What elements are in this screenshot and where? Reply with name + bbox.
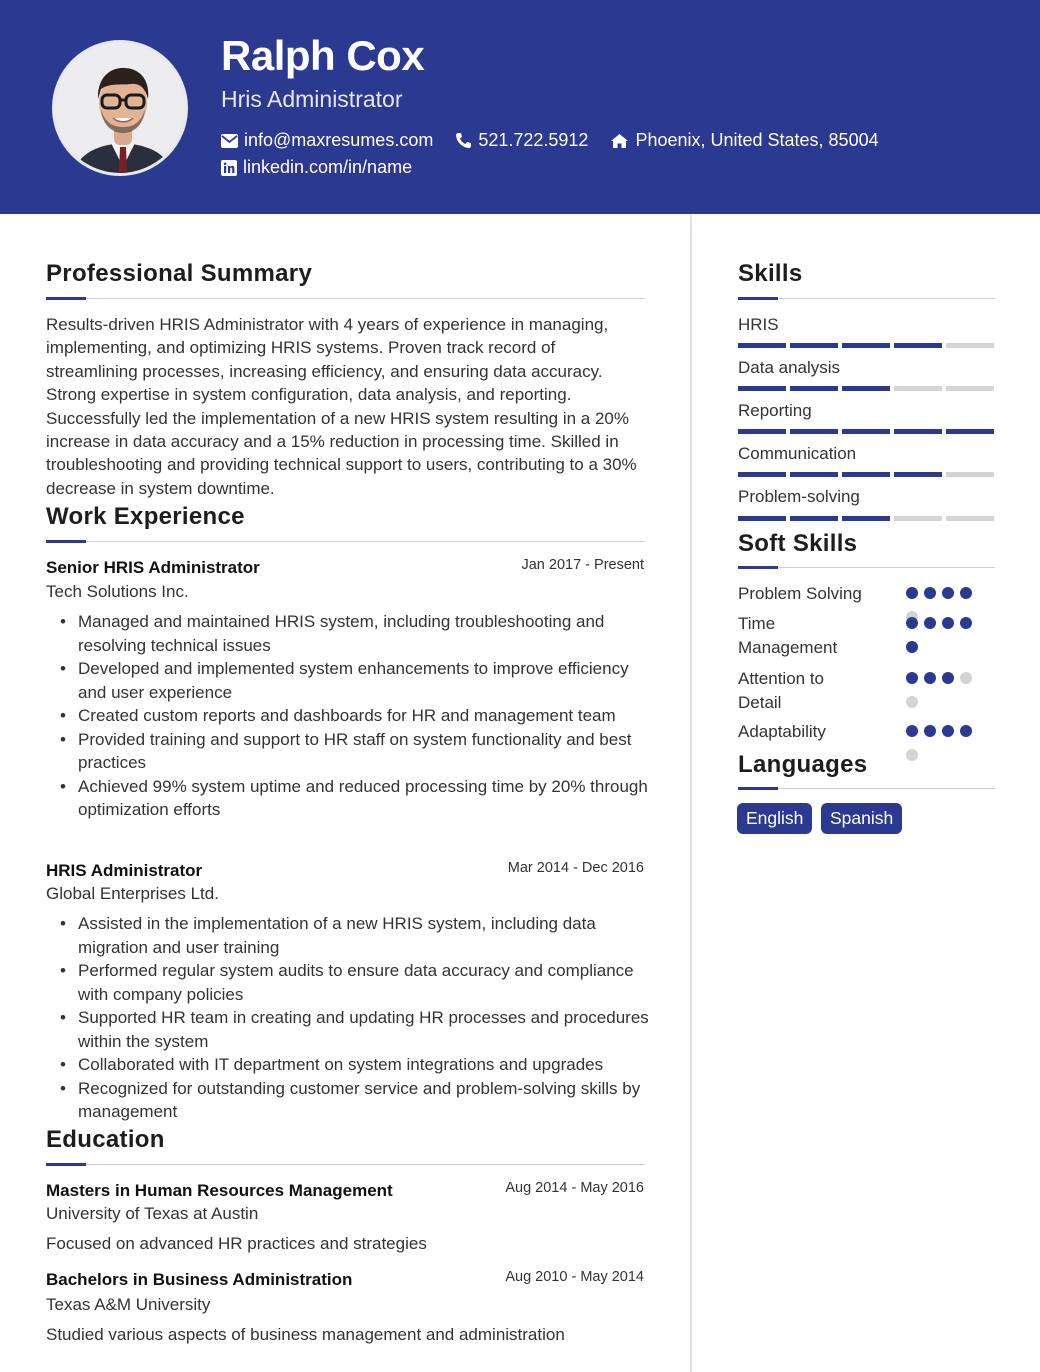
summary-text: Results-driven HRIS Administrator with 4 years of experience in managing, implementing, and optimizing HRIS systems. Proven track record of streamlining processes, increasing efficiency, and ensuring data accuracy. Strong expertise in system configuration, data analysis, and reporting. Successfully led the implementation of a new HRIS system resulting in a 20% increase in data accuracy and a 15% reduction in processing time. Skilled in troubleshooting and providing technical support to users, contributing to a 30% decrease in system downtime.: [46, 315, 637, 498]
degree-description: Focused on advanced HR practices and strategies: [46, 1234, 427, 1253]
skill-bar-segment: [946, 386, 994, 391]
rating-dot: [942, 617, 954, 629]
skill-bar-segment: [738, 429, 786, 434]
skill-bar-segment: [738, 343, 786, 348]
soft-skills-rule: [738, 567, 995, 568]
skill-name: Communication: [738, 444, 857, 463]
job-date: Mar 2014 - Dec 2016: [507, 860, 644, 876]
languages-heading: Languages: [738, 751, 868, 778]
list-item: • Created custom reports and dashboards for HR and management team: [60, 704, 650, 728]
list-item: • Collaborated with IT department on system integrations and upgrades: [60, 1053, 650, 1077]
list-item: • Performed regular system audits to ensure data accuracy and compliance with company policies: [60, 959, 650, 1006]
contact-phone[interactable]: [455, 130, 588, 151]
soft-skills-heading: Soft Skills: [738, 530, 858, 557]
rating-dot: [960, 672, 972, 684]
degree-title: Masters in Human Resources Management: [46, 1181, 393, 1200]
languages-rule: [738, 788, 995, 789]
home-icon: [610, 133, 629, 149]
skill-name: Data analysis: [738, 358, 841, 377]
rating-dot: [924, 725, 936, 737]
experience-heading: Work Experience: [46, 503, 245, 530]
job-date: Jan 2017 - Present: [521, 557, 644, 573]
soft-skill-name: Time Management: [738, 614, 838, 657]
candidate-role: Hris Administrator: [221, 86, 403, 112]
email-text: info@maxresumes.com: [244, 130, 434, 150]
degree-title: Bachelors in Business Administration: [46, 1270, 353, 1289]
skill-bar: [738, 516, 998, 521]
skill-bar: [738, 472, 998, 477]
contact-location: [610, 130, 878, 151]
resume-header: [0, 0, 1040, 214]
contact-row: [221, 130, 901, 151]
job-bullets: [60, 912, 650, 1124]
contact-linkedin[interactable]: [221, 157, 412, 178]
skill-bar-segment: [842, 516, 890, 521]
skill-name: Problem-solving: [738, 487, 860, 506]
skill-bar-segment: [894, 516, 942, 521]
location-text: Phoenix, United States, 85004: [635, 130, 879, 150]
degree-date: Aug 2014 - May 2016: [505, 1180, 644, 1196]
skill-bar: [738, 386, 998, 391]
rating-dot: [942, 725, 954, 737]
list-item: • Developed and implemented system enhancements to improve efficiency and user experience: [60, 657, 650, 704]
soft-skill-name: Attention to Detail: [738, 669, 825, 712]
contact-row-linkedin: [221, 157, 434, 178]
rating-dot: [906, 617, 918, 629]
rating-dot: [942, 587, 954, 599]
list-item: • Supported HR team in creating and updating HR processes and procedures within the system: [60, 1006, 650, 1053]
rating-dot: [960, 725, 972, 737]
soft-skill-name: Adaptability: [738, 722, 826, 741]
language-badge-spanish: Spanish: [821, 803, 902, 834]
experience-rule: [46, 541, 645, 542]
skill-bar-segment: [790, 429, 838, 434]
candidate-name: Ralph Cox: [221, 32, 425, 79]
rating-dot: [960, 587, 972, 599]
skill-bar: [738, 429, 998, 434]
envelope-icon: [221, 134, 238, 148]
skill-bar-segment: [946, 429, 994, 434]
language-badge-english: English: [737, 803, 812, 834]
list-item: • Provided training and support to HR staff on system functionality and best practices: [60, 728, 650, 775]
skill-bar-segment: [842, 429, 890, 434]
linkedin-icon: [221, 160, 237, 176]
rating-dot: [924, 587, 936, 599]
rating-dot: [924, 672, 936, 684]
phone-text: 521.722.5912: [478, 130, 589, 150]
school-name: Texas A&M University: [46, 1295, 211, 1314]
degree-description: Studied various aspects of business management and administration: [46, 1325, 565, 1344]
skill-bar-segment: [894, 386, 942, 391]
rating-dot: [942, 672, 954, 684]
avatar: [52, 40, 188, 176]
skill-bar-segment: [842, 472, 890, 477]
school-name: University of Texas at Austin: [46, 1204, 259, 1223]
rating-dot: [906, 587, 918, 599]
contact-email[interactable]: [221, 130, 433, 151]
job-company: Tech Solutions Inc.: [46, 582, 189, 601]
skill-bar-segment: [894, 429, 942, 434]
skill-bar-segment: [946, 516, 994, 521]
rating-dot: [906, 725, 918, 737]
skill-bar-segment: [738, 472, 786, 477]
linkedin-text: linkedin.com/in/name: [243, 157, 413, 177]
job-company: Global Enterprises Ltd.: [46, 884, 219, 903]
skill-bar-segment: [790, 472, 838, 477]
rating-dot: [960, 617, 972, 629]
soft-skill-name: Problem Solving: [738, 584, 862, 603]
skill-bar-segment: [946, 343, 994, 348]
skills-heading: Skills: [738, 260, 803, 287]
job-title: HRIS Administrator: [46, 861, 203, 880]
skill-bar-segment: [790, 343, 838, 348]
education-rule: [46, 1164, 645, 1165]
rating-dot: [906, 672, 918, 684]
skill-bar-segment: [842, 386, 890, 391]
degree-date: Aug 2010 - May 2014: [505, 1269, 644, 1285]
job-title: Senior HRIS Administrator: [46, 558, 260, 577]
list-item: • Assisted in the implementation of a new HRIS system, including data migration and user training: [60, 912, 650, 959]
rating-dot: [924, 617, 936, 629]
skills-rule: [738, 298, 995, 299]
job-bullets: [60, 610, 650, 822]
skill-name: Reporting: [738, 401, 812, 420]
skill-bar-segment: [738, 516, 786, 521]
list-item: • Recognized for outstanding customer service and problem-solving skills by management: [60, 1077, 650, 1124]
skill-bar-segment: [790, 516, 838, 521]
skill-bar-segment: [894, 343, 942, 348]
skill-bar-segment: [842, 343, 890, 348]
rating-dot: [906, 641, 918, 653]
summary-rule: [46, 298, 645, 299]
skill-bar-segment: [790, 386, 838, 391]
summary-heading: Professional Summary: [46, 260, 313, 287]
skill-bar-segment: [946, 472, 994, 477]
rating-dot: [906, 696, 918, 708]
skill-bar: [738, 343, 998, 348]
list-item: • Achieved 99% system uptime and reduced processing time by 20% through optimization efforts: [60, 775, 650, 822]
column-divider: [690, 214, 692, 1372]
skill-bar-segment: [894, 472, 942, 477]
phone-icon: [455, 132, 472, 149]
skill-bar-segment: [738, 386, 786, 391]
rating-dot: [906, 749, 918, 761]
education-heading: Education: [46, 1126, 165, 1153]
profile-photo: [55, 43, 188, 176]
skill-name: HRIS: [738, 315, 779, 334]
list-item: • Managed and maintained HRIS system, including troubleshooting and resolving technical issues: [60, 610, 650, 657]
